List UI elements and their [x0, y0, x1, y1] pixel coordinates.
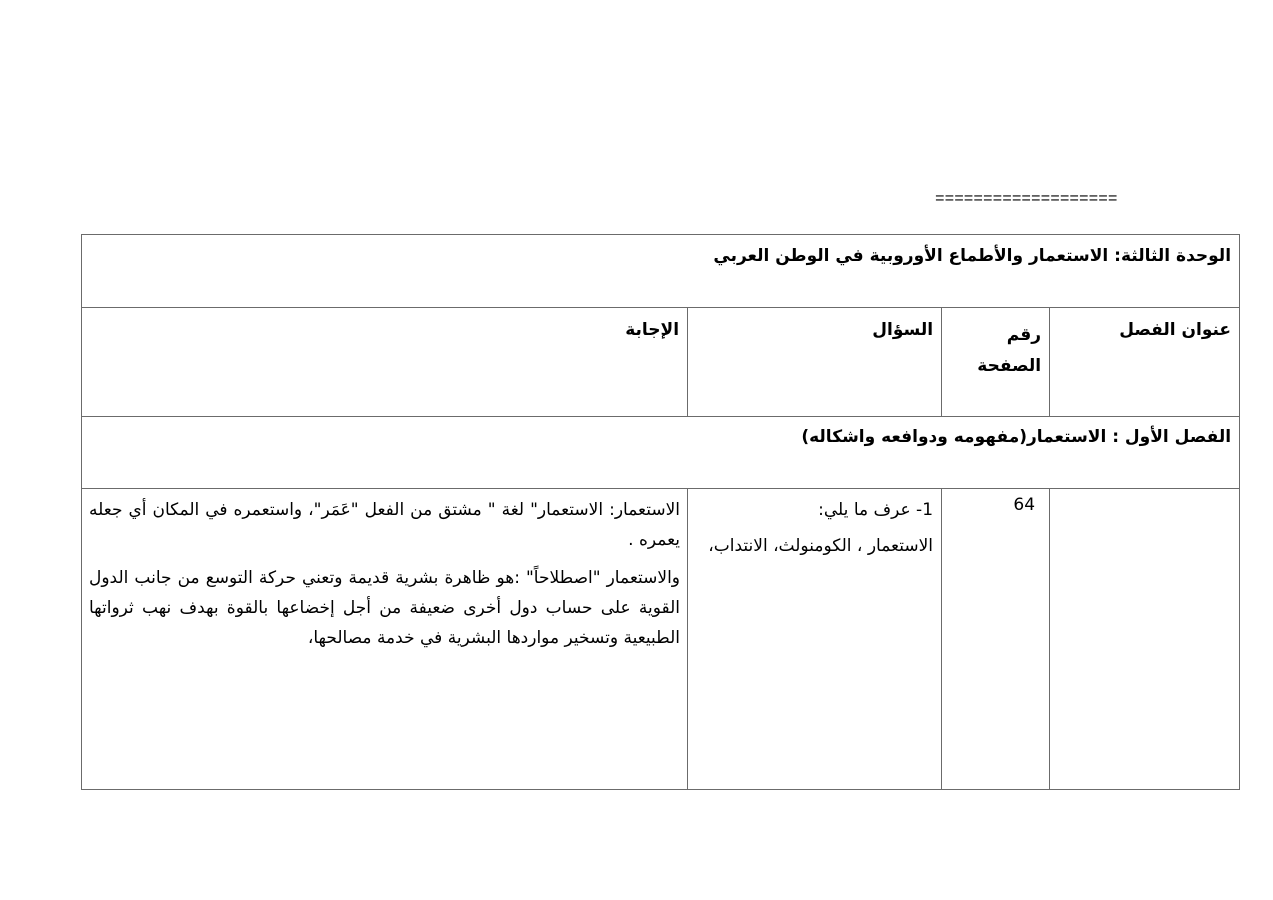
separator-line: ===================: [935, 190, 1118, 208]
question-line-2: الاستعمار ، الكومنولث، الانتداب،: [708, 536, 934, 556]
answer-paragraph-1: الاستعمار: الاستعمار" لغة " مشتق من الفعل "عَمَر"، واستعمره في المكان أي جعله يعمره .: [89, 500, 681, 550]
answer-paragraph-2: والاستعمار "اصطلاحاً" :هو ظاهرة بشرية قديمة وتعني حركة التوسع من جانب الدول القوية على حساب دول أخرى ضعيفة من أجل إخضاعها بالقوة بهدف نهب ثرواتها الطبيعية وتسخير مواردها البشرية في خدمة مصالحها،: [89, 568, 681, 648]
unit-title-row: [82, 235, 1240, 308]
header-row: [82, 308, 1240, 417]
header-page-number-line1: رقم: [1006, 325, 1042, 345]
header-question: السؤال: [688, 308, 942, 417]
header-chapter-title: عنوان الفصل: [1050, 308, 1240, 417]
unit-title: الوحدة الثالثة: الاستعمار والأطماع الأوروبية في الوطن العربي: [82, 235, 1240, 308]
header-page-number-line2: الصفحة: [977, 356, 1042, 376]
question-line-1: 1- عرف ما يلي:: [818, 500, 934, 520]
row-question: [688, 489, 942, 790]
row-answer: [82, 489, 688, 790]
header-page-number: [942, 308, 1050, 417]
row-page-number: 64: [942, 489, 1050, 790]
chapter-one-title: الفصل الأول : الاستعمار(مفهومه ودوافعه واشكاله): [82, 417, 1240, 489]
table-row: [82, 489, 1240, 790]
chapter-row: [82, 417, 1240, 489]
study-table: [81, 234, 1240, 790]
row-chapter-cell: [1050, 489, 1240, 790]
header-answer: الإجابة: [82, 308, 688, 417]
